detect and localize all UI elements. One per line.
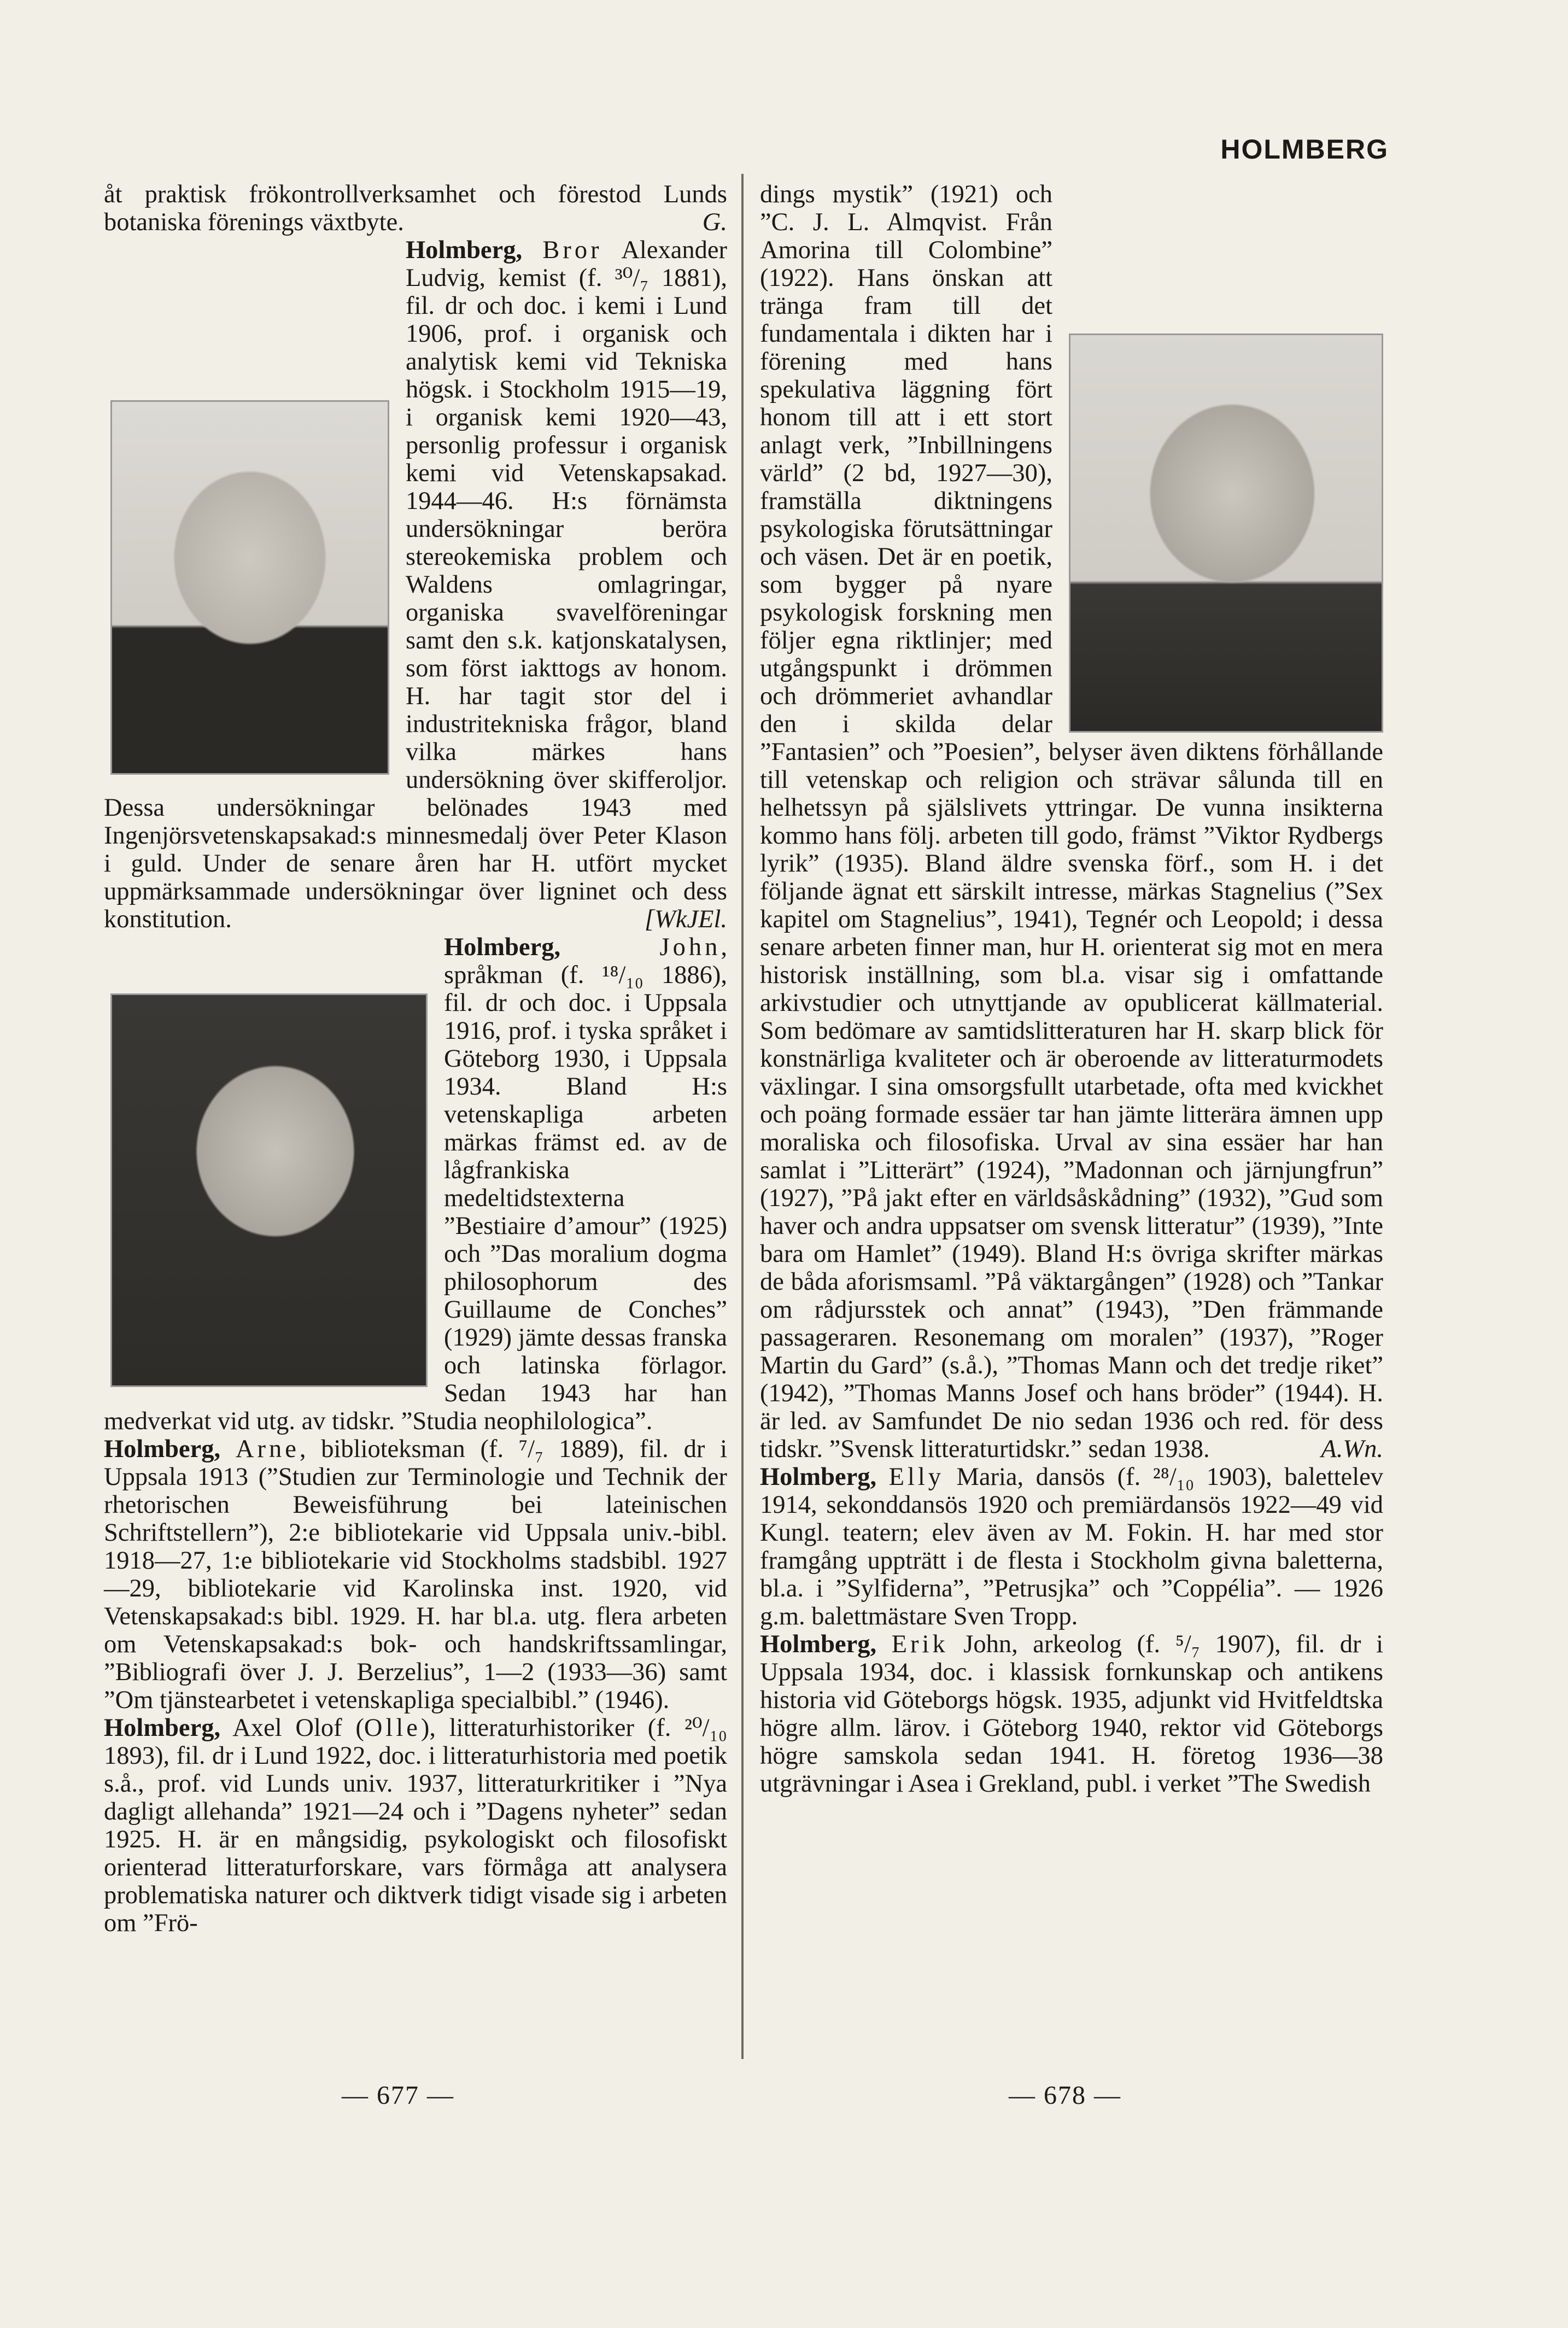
page-number-right: — 678 — [1009, 2081, 1121, 2110]
entry-text: , språkman (f. ¹⁸/₁₀ 1886), fil. dr och doc. i Uppsala 1916, prof. i tyska språket i Göteborg 1930, i Uppsala 1934. Bland H:s vetenskapliga arbeten märkas främst ed. av de lågfrankiska medeltidstexterna ”Bestiaire d’amour” (1925) och ”Das moralium dogma philosophorum des Guillaume de Conches” (1929) jämte dessas franska och latinska förlagor. Sedan 1943 har han medverkat vid utg. av tidskr. ”Studia neophilologica”. [104, 933, 727, 1435]
entry-given-name: Erik [891, 1630, 949, 1658]
entry-given-name: Elly [888, 1463, 945, 1491]
entry-arne [104, 1435, 727, 1714]
portrait-john-holmberg [110, 993, 428, 1387]
entry-given-name: John [659, 933, 721, 961]
entry-given-name-b: Olle [364, 1714, 421, 1742]
entry-name: Holmberg, [760, 1463, 877, 1491]
entry-given-name: Bror [542, 236, 602, 264]
entry-name: Holmberg, [104, 1435, 221, 1463]
entry-text: , biblioteksman (f. ⁷/₇ 1889), fil. dr i Uppsala 1913 (”Studien zur Terminologie und Technik der rhetorischen Beweisführung bei lateinischen Schriftstellern”), 2:e bibliotekarie vid Uppsala univ.-bibl. 1918—27, 1:e bibliotekarie vid Stockholms stadsbibl. 1927—29, bibliotekarie vid Karolinska inst. 1920, vid Vetenskapsakad:s bibl. 1929. H. har bl.a. utg. flera arbeten om Vetenskapsakad:s bok- och handskriftssamlingar, ”Bibliografi över J. J. Berzelius”, 1—2 (1933—36) samt ”Om tjänstearbetet i vetenskapliga specialbibl.” (1946). [104, 1435, 728, 1714]
entry-name: Holmberg, [760, 1630, 877, 1658]
entry-given-name-a: Axel Olof ( [220, 1714, 364, 1742]
entry-signature: [WkJEl. [644, 905, 727, 933]
column-rule [741, 174, 744, 2059]
portrait-bror-holmberg [110, 400, 389, 775]
intro-text: åt praktisk frökontrollverksamhet och förestod Lunds botaniska förenings växtbyte. [104, 180, 727, 236]
entry-olle [104, 1714, 727, 1937]
entry-erik [760, 1630, 1383, 1798]
intro-signature: G. [702, 208, 727, 236]
entry-text: Maria, dansös (f. ²⁸/₁₀ 1903), balettelev 1914, sekonddansös 1920 och premiärdansös 1922—49 vid Kungl. teatern; elev även av M. Fokin. H. har med stor framgång uppträtt i de flesta i Stockholm givna baletterna, bl.a. i ”Sylfiderna”, ”Petrusjka” och ”Coppélia”. — 1926 g.m. balettmästare Sven Tropp. [760, 1463, 1383, 1630]
olle-continuation [760, 180, 1383, 1463]
left-column [104, 180, 727, 1937]
intro-paragraph [104, 180, 727, 236]
entry-text: Alexander Ludvig, kemist (f. ³⁰/₇ 1881), fil. dr och doc. i kemi i Lund 1906, prof. i organisk och analytisk kemi vid Tekniska högsk. i Stockholm 1915—19, i organisk kemi 1920—43, personlig professur i organisk kemi vid Vetenskapsakad. 1944—46. H:s förnämsta undersökningar beröra stereokemiska problem och Waldens omlagringar, organiska svavelföreningar samt den s.k. katjonskatalysen, som först iakttogs av honom. H. har tagit stor del i industritekniska frågor, bland vilka märkes hans undersökning över skifferoljor. Dessa undersökningar belönades 1943 med Ingenjörsvetenskapsakad:s minnesmedalj över Peter Klason i guld. Under de senare åren har H. utfört mycket uppmärksammade undersökningar över ligninet och dess konstitution. [104, 236, 727, 933]
olle-signature: A.Wn. [1321, 1435, 1383, 1463]
olle-continuation-text: dings mystik” (1921) och ”C. J. L. Almqvist. Från Amorina till Colombine” (1922). Hans önskan att tränga fram till det fundamentala i dikten har i förening med hans spekulativa läggning fört honom till att i ett stort anlagt verk, ”Inbillningens värld” (2 bd, 1927—30), framställa diktningens psykologiska förutsättningar och väsen. Det är en poetik, som bygger på nyare psykologisk forskning men följer egna riktlinjer; med utgångspunkt i drömmen och drömmeriet avhandlar den i skilda delar ”Fantasien” och ”Poesien”, belyser även diktens förhållande till vetenskap och religion och strävar sålunda till en helhetssyn på själslivets yttringar. De vunna insikterna kommo hans följ. arbeten till godo, främst ”Viktor Rydbergs lyrik” (1935). Bland äldre svenska förf., som H. i det följande ägnat ett särskilt intresse, märkas Stagnelius (”Sex kapitel om Stagnelius”, 1941), Tegnér och Leopold; i dessa senare arbeten finner man, hur H. orienterat sig mot en mera historisk inställning, som bl.a. visar sig i omfattande arkivstudier och utnyttjande av opublicerat källmaterial. Som bedömare av samtidslitteraturen har H. skarp blick för konstnärliga kvaliteter och är oberoende av litteraturmodets växlingar. I sina omsorgsfullt utarbetade, ofta med kvickhet och poäng formade essäer tar han jämte litterära ämnen upp moraliska och filosofiska. Urval av sina essäer har han samlat i ”Litterärt” (1924), ”Madonnan och järnjungfrun” (1927), ”På jakt efter en världsåskådning” (1932), ”Gud som haver och andra uppsatser om svensk litteratur” (1939), ”Inte bara om Hamlet” (1949). Bland H:s övriga skrifter märkas de båda aforismsaml. ”På väktargången” (1928) och ”Tankar om rådjursstek och annat” (1943), ”Den främmande passageraren. Resonemang om moralen” (1937), ”Roger Martin du Gard” (s.å.), ”Thomas Mann och det tredje riket” (1942), ”Thomas Manns Josef och hans bröder” (1944). H. är led. av Samfundet De nio sedan 1936 och red. för dess tidskr. ”Svensk litteraturtidskr.” sedan 1938. [760, 180, 1383, 1463]
entry-elly [760, 1463, 1383, 1630]
entry-text: ), litteraturhistoriker (f. ²⁰/₁₀ 1893), fil. dr i Lund 1922, doc. i litteraturhistoria med poetik s.å., prof. vid Lunds univ. 1937, litteraturkritiker i ”Nya dagligt allehanda” 1921—24 och i ”Dagens nyheter” sedan 1925. H. är en mångsidig, psykologiskt och filosofiskt orienterad litteraturforskare, vars förmåga att analysera problematiska naturer och diktverk tidigt visade sig i arbeten om ”Frö- [104, 1714, 728, 1937]
entry-text: John, arkeolog (f. ⁵/₇ 1907), fil. dr i Uppsala 1934, doc. i klassisk fornkunskap och antikens historia vid Göteborgs högsk. 1935, adjunkt vid Hvitfeldtska högre allm. lärov. i Göteborg 1940, rektor vid Göteborgs högre samskola sedan 1941. H. företog 1936—38 utgrävningar i Asea i Grekland, publ. i verket ”The Swedish [760, 1630, 1383, 1798]
portrait-olle-holmberg [1069, 334, 1383, 733]
entry-bror [104, 236, 727, 933]
entry-name: Holmberg, [104, 1714, 221, 1742]
entry-name: Holmberg, [444, 933, 561, 961]
right-column [760, 180, 1383, 1798]
page-number-left: — 677 — [342, 2081, 454, 2110]
running-head: HOLMBERG [1220, 134, 1389, 165]
entry-name: Holmberg, [406, 236, 523, 264]
entry-john [104, 933, 727, 1435]
entry-given-name: Arne [235, 1435, 300, 1463]
